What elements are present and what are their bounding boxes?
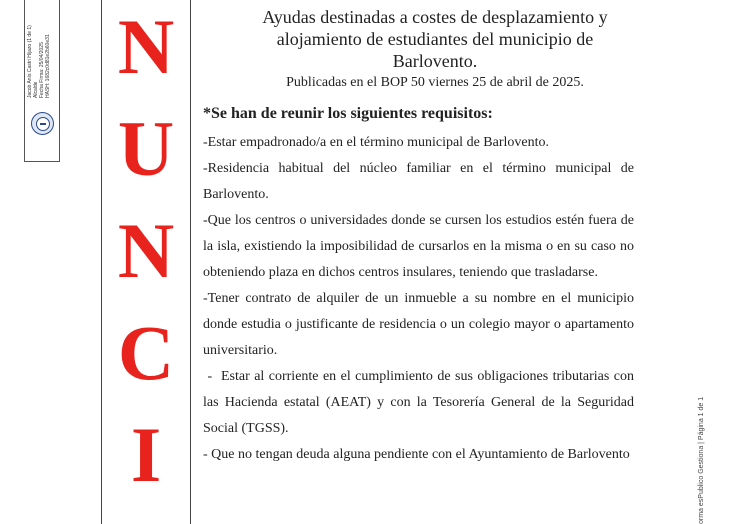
document-header	[230, 6, 640, 92]
requirement-item: - Estar al corriente en el cumplimiento de sus obligaciones tributarias con las Hacienda estatal (AEAT) y con la Tesorería General de la Seguridad Social (TGSS).	[203, 369, 638, 436]
divider	[190, 0, 191, 524]
electronic-signature-block	[27, 8, 51, 98]
header-title-line: Barlovento.	[392, 51, 478, 71]
publication-note: Publicadas en el BOP 50 viernes 25 de abril de 2025.	[286, 75, 584, 90]
requirements-section	[203, 104, 638, 468]
anuncio-letter: N	[117, 3, 175, 90]
page-footer-vertical: orma esPublico Gestiona | Página 1 de 1	[698, 396, 705, 524]
signature-line: Alcalde	[33, 81, 39, 98]
anuncio-letter: U	[117, 105, 175, 192]
municipal-seal-icon	[31, 112, 54, 135]
anuncio-letter: I	[130, 411, 162, 498]
signature-line: Fecha Firma: 25/04/2025	[39, 42, 45, 98]
requirement-item: -Residencia habitual del núcleo familiar en el término municipal de Barlovento.	[203, 161, 634, 202]
signature-line: Jacob Anís Castri Hijazo (1 de 1)	[27, 25, 33, 98]
header-title-line: Ayudas destinadas a costes de desplazamiento y	[262, 7, 608, 27]
anuncio-letter: C	[117, 309, 175, 396]
anuncio-letter: N	[117, 207, 175, 294]
signature-sidebar	[24, 0, 60, 162]
header-title-line: alojamiento de estudiantes del municipio de	[276, 29, 594, 49]
requirement-item: -Que los centros o universidades donde se cursen los estudios estén fuera de la isla, existiendo la imposibilidad de cursarlos en la misma o en su caso no obteniendo plaza en dichos centros insulares, teniendo que trasladarse.	[203, 213, 634, 280]
anuncio-vertical-title	[102, 0, 190, 524]
requirement-item: -Tener contrato de alquiler de un inmueble a su nombre en el municipio donde estudia o justificante de residencia o un colegio mayor o apartamento universitario.	[203, 291, 634, 358]
requirements-heading: *Se han de reunir los siguientes requisitos:	[203, 105, 493, 122]
requirement-item: -Estar empadronado/a en el término municipal de Barlovento.	[203, 135, 549, 150]
signature-line: HASH: 1682c0d81e2b60e31	[45, 34, 51, 98]
requirement-item: - Que no tengan deuda alguna pendiente con el Ayuntamiento de Barlovento	[203, 447, 630, 462]
